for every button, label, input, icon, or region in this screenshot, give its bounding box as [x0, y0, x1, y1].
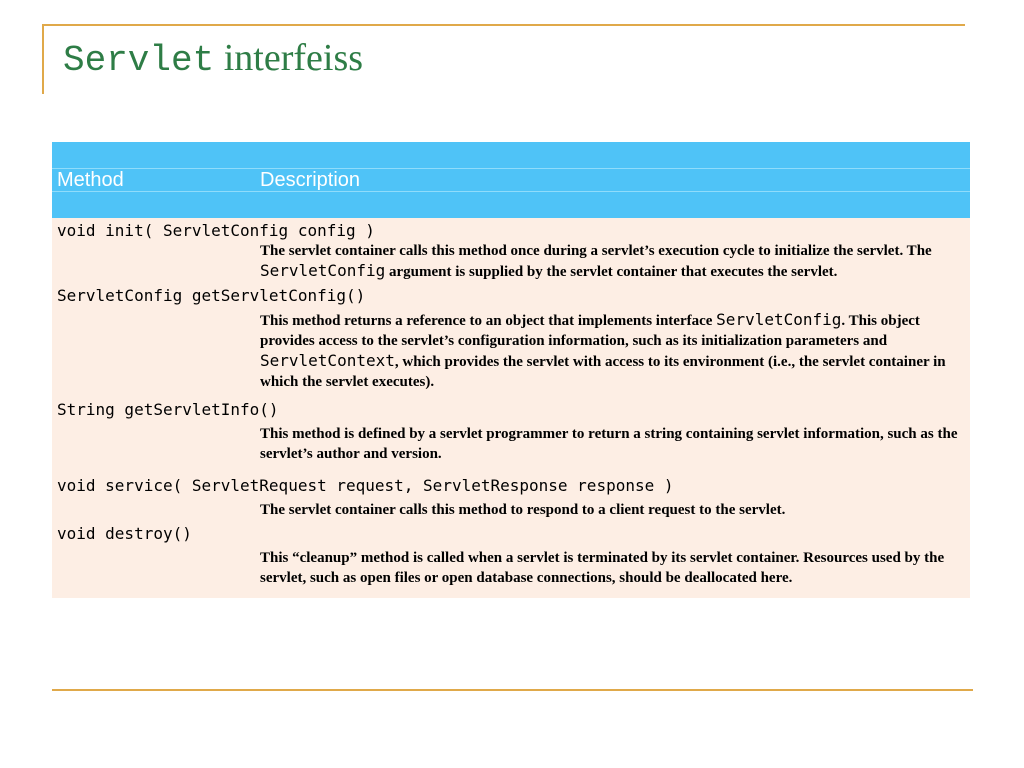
method-description: This “cleanup” method is called when a servlet is terminated by its servlet container. Resources used by the servlet, such as open files or open database connections, should be deallocated here.: [260, 550, 945, 586]
method-description: This method is defined by a servlet programmer to return a string containing servlet information, such as the servlet’s author and version.: [260, 426, 958, 462]
method-description: [260, 241, 970, 282]
method-signature: void destroy(): [57, 524, 192, 543]
header-description: Description: [260, 169, 361, 191]
title-code: Servlet: [63, 40, 215, 81]
table-row-destroy: [52, 524, 970, 588]
desc-text: , which provides the servlet with access to its environment (i.e., the servlet container in which the servlet executes).: [260, 354, 946, 390]
desc-text: . This object provides access to the servlet’s configuration information, such as its initialization parameters and: [260, 313, 920, 349]
method-description: The servlet container calls this method to respond to a client request to the servlet.: [260, 502, 786, 518]
method-signature: void service( ServletRequest request, ServletResponse response ): [57, 476, 674, 495]
frame-bottom-rule: [52, 689, 973, 691]
table-body: [52, 218, 970, 598]
table-row-getservletconfig: [52, 286, 970, 392]
method-signature: void init( ServletConfig config ): [57, 221, 375, 240]
desc-text: This method returns a reference to an object that implements interface: [260, 313, 717, 329]
method-signature: String getServletInfo(): [57, 400, 279, 419]
title-text: interfeiss: [223, 37, 364, 79]
table-header: [52, 142, 970, 218]
header-rule: [52, 168, 970, 169]
table-row-service: [52, 476, 970, 520]
desc-code: ServletConfig: [716, 310, 842, 329]
header-rule: [52, 191, 970, 192]
slide-title: [63, 36, 363, 82]
desc-text: The servlet container calls this method once during a servlet’s execution cycle to initialize the servlet. The: [260, 243, 932, 259]
method-description: [260, 310, 970, 392]
desc-code: ServletContext: [260, 351, 395, 370]
table-row-init: [52, 221, 970, 282]
desc-code: ServletConfig: [260, 261, 386, 280]
desc-text: argument is supplied by the servlet container that executes the servlet.: [385, 264, 838, 280]
header-method: Method: [57, 169, 124, 191]
method-signature: ServletConfig getServletConfig(): [57, 286, 366, 305]
methods-table: [52, 142, 970, 598]
table-row-getservletinfo: [52, 400, 970, 464]
frame-left-rule: [42, 24, 44, 94]
frame-top-rule: [42, 24, 965, 26]
